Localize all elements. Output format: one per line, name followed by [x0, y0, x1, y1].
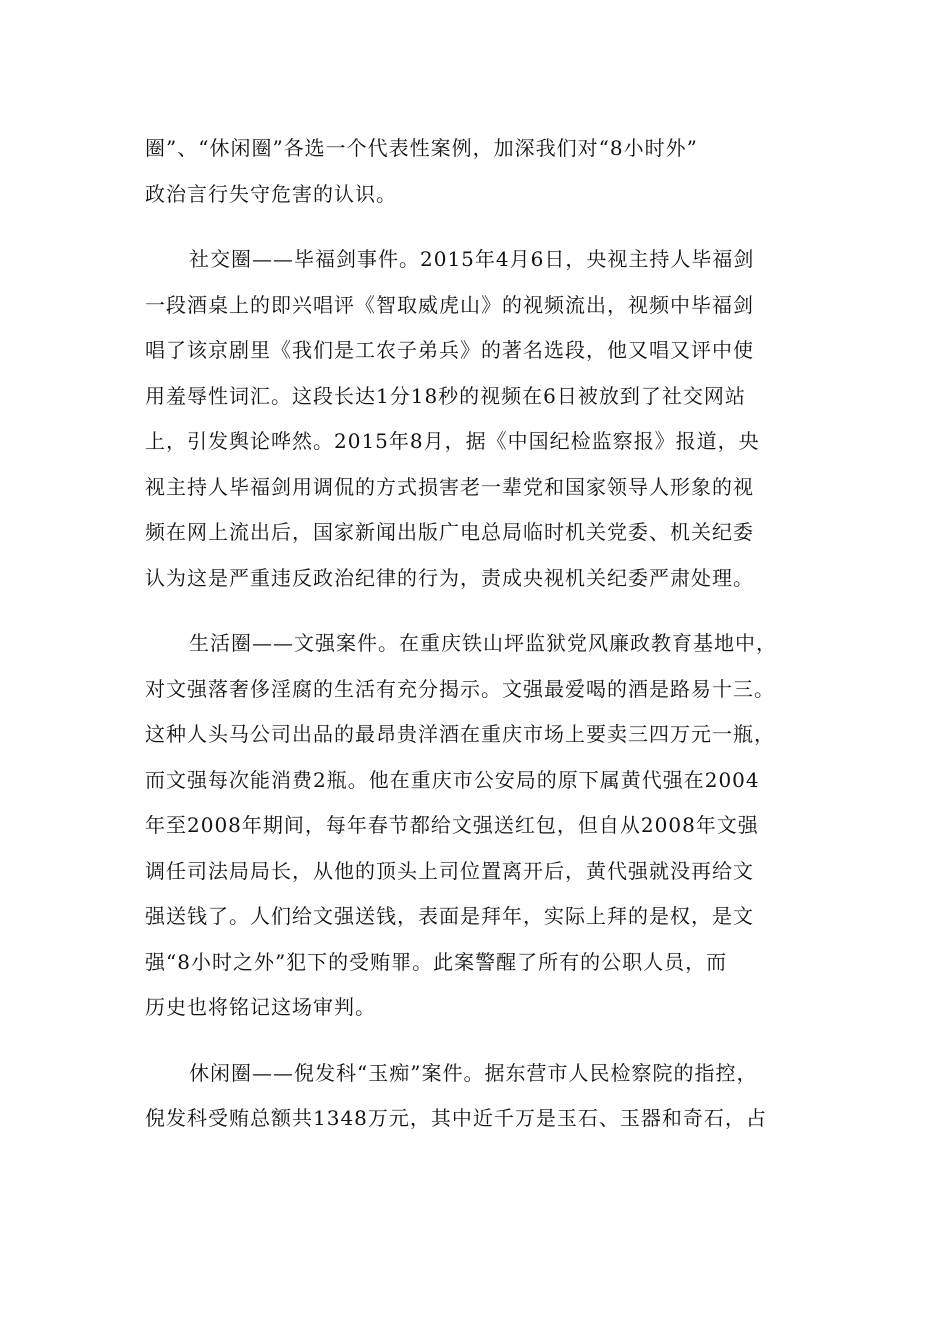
text-line: 强“8小时之外”犯下的受贿罪。此案警醒了所有的公职人员，而	[145, 949, 728, 974]
text-line: 这种人头马公司出品的最昂贵洋酒在重庆市场上要卖三四万元一瓶，	[145, 722, 775, 746]
text-line: 调任司法局局长，从他的顶头上司位置离开后，黄代强就没再给文	[145, 858, 754, 883]
text-line: 对文强落奢侈淫腐的生活有充分揭示。文强最爱喝的酒是路易十三。	[145, 676, 775, 701]
text-line: 年至2008年期间，每年春节都给文强送红包，但自从2008年文强	[145, 813, 759, 837]
text-line: 政治言行失守危害的认识。	[145, 181, 397, 206]
text-line: 而文强每次能消费2瓶。他在重庆市公安局的原下属黄代强在2004	[145, 767, 760, 792]
text-line: 用羞辱性词汇。这段长达1分18秒的视频在6日被放到了社交网站	[145, 383, 746, 408]
text-line: 唱了该京剧里《我们是工农子弟兵》的著名选段，他又唱又评中使	[145, 338, 754, 362]
paragraph-life-circle	[145, 623, 805, 1033]
text-line: 休闲圈——倪发科“玉痴”案件。据东营市人民检察院的指控，	[189, 1060, 758, 1085]
text-line: 视主持人毕福剑用调侃的方式损害老一辈党和国家领导人形象的视	[145, 474, 754, 499]
paragraph-social-circle	[145, 239, 805, 603]
text-line: 一段酒桌上的即兴唱评《智取威虎山》的视频流出，视频中毕福剑	[145, 292, 754, 317]
text-line: 圈”、“休闲圈”各选一个代表性案例，加深我们对“8小时外”	[145, 136, 698, 160]
text-line: 频在网上流出后，国家新闻出版广电总局临时机关党委、机关纪委	[145, 520, 754, 544]
paragraph-continuation	[145, 128, 805, 219]
text-line: 强送钱了。人们给文强送钱，表面是拜年，实际上拜的是权，是文	[145, 904, 754, 928]
text-line: 社交圈——毕福剑事件。2015年4月6日，央视主持人毕福剑	[189, 247, 755, 271]
text-line: 历史也将铭记这场审判。	[145, 995, 376, 1019]
paragraph-leisure-circle	[145, 1053, 805, 1144]
text-line: 认为这是严重违反政治纪律的行为，责成央视机关纪委严肃处理。	[145, 565, 754, 590]
text-line: 上，引发舆论哗然。2015年8月，据《中国纪检监察报》报道，央	[145, 429, 760, 453]
document-body	[145, 128, 805, 1144]
text-line: 倪发科受贿总额共1348万元，其中近千万是玉石、玉器和奇石，占	[145, 1106, 767, 1130]
text-line: 生活圈——文强案件。在重庆铁山坪监狱党风廉政教育基地中，	[189, 631, 777, 655]
